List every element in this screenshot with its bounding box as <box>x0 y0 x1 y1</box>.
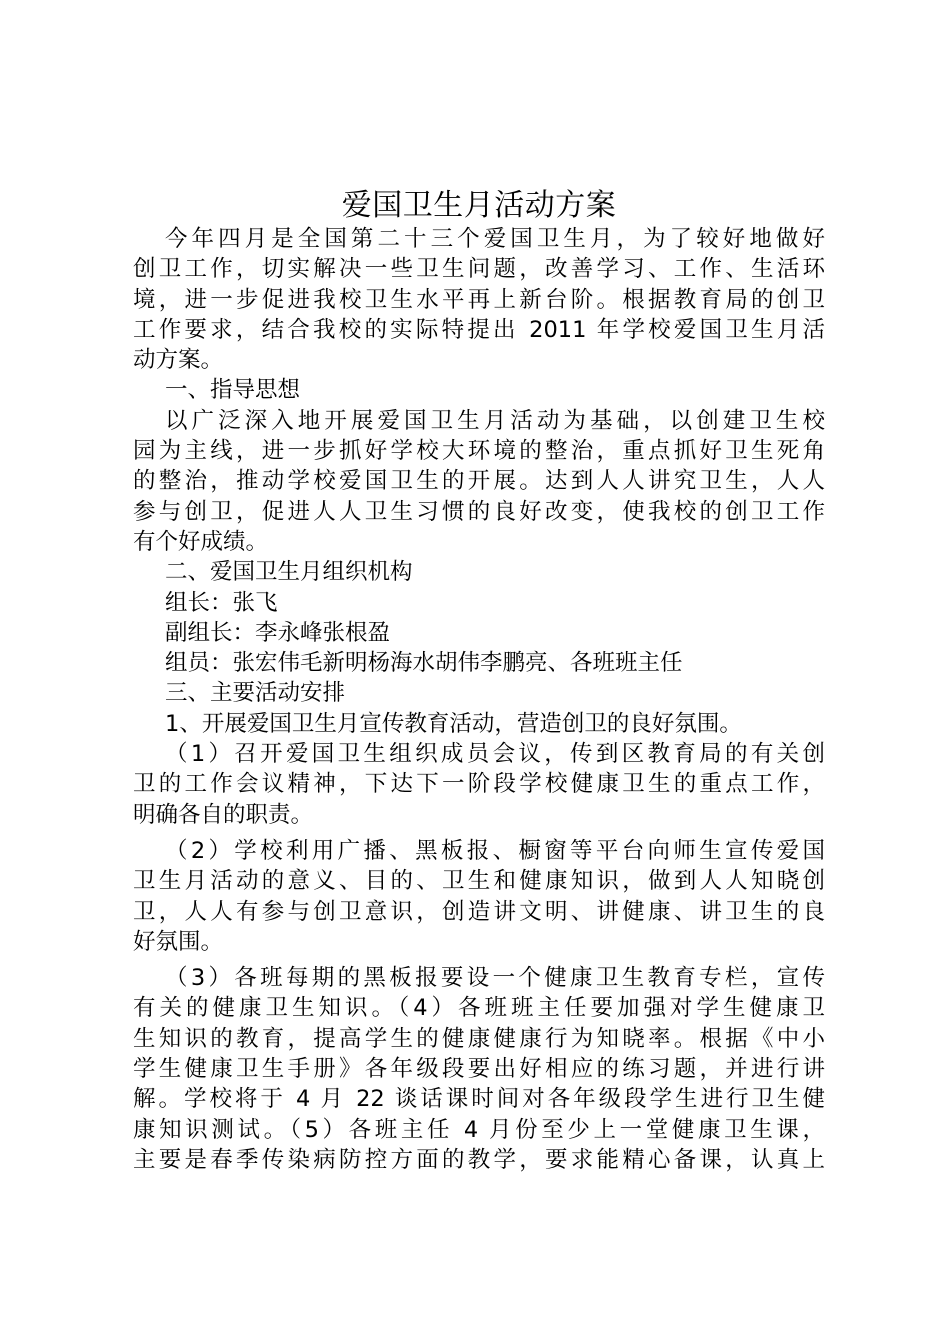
text-line: 的整治，推动学校爱国卫生的开展。达到人人讲究卫生，人人 <box>133 468 825 495</box>
text-line: （3）各班每期的黑板报要设一个健康卫生教育专栏，宣传 <box>165 965 825 992</box>
text-line: 解。学校将于 4 月 22 谈话课时间对各年级段学生进行卫生健 <box>133 1086 825 1113</box>
text-line: 参与创卫，促进人人卫生习惯的良好改变，使我校的创卫工作 <box>133 498 825 525</box>
document-title: 爱国卫生月活动方案 <box>341 188 617 223</box>
text-line: 学生健康卫生手册》各年级段要出好相应的练习题，并进行讲 <box>133 1056 825 1083</box>
text-line: 副组长：李永峰张根盈 <box>165 619 391 646</box>
text-line: 以广泛深入地开展爱国卫生月活动为基础，以创建卫生校 <box>165 407 825 434</box>
text-line: （1）召开爱国卫生组织成员会议，传到区教育局的有关创 <box>165 741 825 768</box>
text-line: 组长：张飞 <box>165 589 278 616</box>
text-line: 卫生月活动的意义、目的、卫生和健康知识，做到人人知晓创 <box>133 868 825 895</box>
document-body <box>133 224 825 1175</box>
text-line: 好氛围。 <box>133 928 224 955</box>
text-line: 有关的健康卫生知识。（4）各班班主任要加强对学生健康卫 <box>133 995 825 1022</box>
text-line: 动方案。 <box>133 347 224 374</box>
text-line: 1、开展爱国卫生月宣传教育活动，营造创卫的良好氛围。 <box>165 710 742 737</box>
text-line: 创卫工作，切实解决一些卫生问题，改善学习、工作、生活环 <box>133 256 825 283</box>
text-line: 主要是春季传染病防控方面的教学，要求能精心备课，认真上 <box>133 1146 825 1173</box>
text-line: 康知识测试。（5）各班主任 4 月份至少上一堂健康卫生课， <box>133 1116 825 1143</box>
text-line: 生知识的教育，提高学生的健康健康行为知晓率。根据《中小 <box>133 1025 825 1052</box>
text-line: （2）学校利用广播、黑板报、橱窗等平台向师生宣传爱国 <box>165 837 825 864</box>
text-line: 今年四月是全国第二十三个爱国卫生月，为了较好地做好 <box>165 226 825 252</box>
text-line: 二、爱国卫生月组织机构 <box>165 559 413 586</box>
text-line: 有个好成绩。 <box>133 528 269 555</box>
text-line: 一、指导思想 <box>165 377 301 404</box>
text-line: 工作要求，结合我校的实际特提出 2011 年学校爱国卫生月活 <box>133 316 825 343</box>
text-line: 卫的工作会议精神，下达下一阶段学校健康卫生的重点工作， <box>133 771 825 798</box>
text-line: 三、主要活动安排 <box>165 680 346 707</box>
document-page <box>133 186 825 1175</box>
text-line: 卫，人人有参与创卫意识，创造讲文明、讲健康、讲卫生的良 <box>133 898 825 925</box>
text-line: 境，进一步促进我校卫生水平再上新台阶。根据教育局的创卫 <box>133 286 825 313</box>
text-line: 明确各自的职责。 <box>133 801 314 828</box>
text-line: 组员：张宏伟毛新明杨海水胡伟李鹏亮、各班班主任 <box>165 650 683 677</box>
text-line: 园为主线，进一步抓好学校大环境的整治，重点抓好卫生死角 <box>133 438 825 465</box>
